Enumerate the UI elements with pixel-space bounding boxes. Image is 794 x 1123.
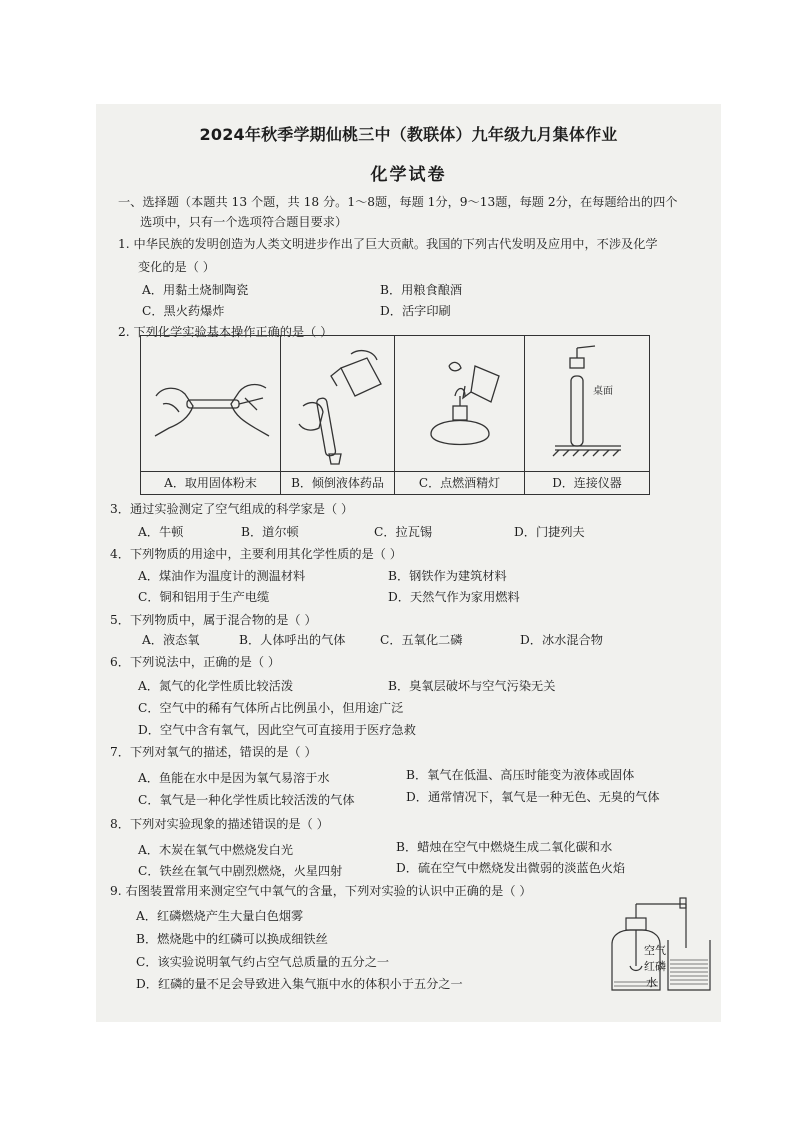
question-8-option-a: A．木炭在氧气中燃烧发白光 [138,843,294,857]
question-4-option-c: C．铜和铝用于生产电缆 [138,590,270,604]
figure-light-alcohol-lamp [395,336,525,471]
question-9-option-b: B．燃烧匙中的红磷可以换成细铁丝 [136,932,328,946]
question-8-option-b: B．蜡烛在空气中燃烧生成二氧化碳和水 [396,840,613,854]
question-9-option-a: A．红磷燃烧产生大量白色烟雾 [136,909,304,923]
figure-solid-powder [141,336,281,471]
section-instructions-line1: 一、选择题（本题共 13 个题，共 18 分。1～8题，每题 1分，9～13题，每题 2分，在每题给出的四个 [118,195,678,209]
question-1-option-c: C．黑火药爆炸 [142,304,225,318]
question-2-option-b: B．倾倒液体药品 [281,472,395,494]
question-9-option-d: D．红磷的量不足会导致进入集气瓶中水的体积小于五分之一 [136,977,463,991]
question-4-option-b: B．钢铁作为建筑材料 [388,569,507,583]
question-2-stem: 2. 下列化学实验基本操作正确的是（ ） [118,325,333,339]
question-8-option-c: C．铁丝在氧气中剧烈燃烧，火星四射 [138,864,343,878]
question-5-stem: 5．下列物质中，属于混合物的是（ ） [110,613,317,627]
question-8-stem: 8．下列对实验现象的描述错误的是（ ） [110,817,329,831]
question-5-option-a: A．液态氧 [142,633,200,647]
exam-title: 2024年秋季学期仙桃三中（教联体）九年级九月集体作业 [199,125,618,144]
hands-test-tube-icon [141,336,281,472]
question-4-option-d: D．天然气作为家用燃料 [388,590,520,604]
question-1-option-a: A．用黏土烧制陶瓷 [142,283,249,297]
question-9-stem: 9. 右图装置常用来测定空气中氧气的含量，下列对实验的认识中正确的是（ ） [110,884,532,898]
question-2-option-d: D．连接仪器 [552,476,622,490]
question-7-option-b: B．氧气在低温、高压时能变为液体或固体 [406,768,635,782]
question-7-stem: 7．下列对氧气的描述，错误的是（ ） [110,745,317,759]
question-6-stem: 6．下列说法中，正确的是（ ） [110,655,281,669]
label-water: 水 [646,976,657,989]
question-3-option-a: A．牛顿 [138,525,184,539]
figure-pour-liquid [281,336,395,471]
question-6-option-b: B．臭氧层破坏与空气污染无关 [388,679,556,693]
question-7-option-d: D．通常情况下，氧气是一种无色、无臭的气体 [406,790,660,804]
question-3-option-b: B．道尔顿 [241,525,299,539]
question-5-option-b: B．人体呼出的气体 [239,633,346,647]
question-2-option-c: C．点燃酒精灯 [395,472,525,494]
question-3-option-d: D．门捷列夫 [514,525,585,539]
test-tube-on-table-icon [525,336,649,472]
question-2-figure-table [140,335,650,495]
question-6-option-a: A．氮气的化学性质比较活泼 [138,679,294,693]
question-7-option-a: A．鱼能在水中是因为氧气易溶于水 [138,771,330,785]
question-3-option-c: C．拉瓦锡 [374,525,433,539]
section-instructions-line2: 选项中，只有一个选项符合题目要求） [140,215,348,229]
figure-connect-apparatus [525,336,649,471]
question-5-option-c: C．五氧化二磷 [380,633,463,647]
question-1-option-d: D．活字印刷 [380,304,451,318]
question-2-option-a: A．取用固体粉末 [141,472,281,494]
oxygen-content-apparatus-icon [606,894,716,999]
question-4-stem: 4．下列物质的用途中，主要利用其化学性质的是（ ） [110,547,402,561]
exam-subject: 化学试卷 [370,165,447,185]
table-surface-label: 桌面 [593,386,613,397]
question-9-option-c: C．该实验说明氧气约占空气总质量的五分之一 [136,955,390,969]
question-1-stem-cont: 变化的是（ ） [138,260,215,274]
label-red-phosphorus: 红磷 [644,960,666,973]
exam-sheet [96,104,721,1022]
question-1-stem: 1. 中华民族的发明创造为人类文明进步作出了巨大贡献。我国的下列古代发明及应用中，不涉及化学 [118,237,658,251]
label-air: 空气 [644,944,666,957]
question-6-option-d: D．空气中含有氧气，因此空气可直接用于医疗急救 [138,723,416,737]
alcohol-lamp-icon [395,336,525,472]
question-7-option-c: C．氧气是一种化学性质比较活泼的气体 [138,793,355,807]
question-3-stem: 3．通过实验测定了空气组成的科学家是（ ） [110,502,354,516]
question-8-option-d: D．硫在空气中燃烧发出微弱的淡蓝色火焰 [396,861,626,875]
question-6-option-c: C．空气中的稀有气体所占比例虽小，但用途广泛 [138,701,404,715]
question-4-option-a: A．煤油作为温度计的测温材料 [138,569,306,583]
question-5-option-d: D．冰水混合物 [520,633,603,647]
question-1-option-b: B．用粮食酿酒 [380,283,463,297]
pouring-bottle-icon [281,336,395,472]
